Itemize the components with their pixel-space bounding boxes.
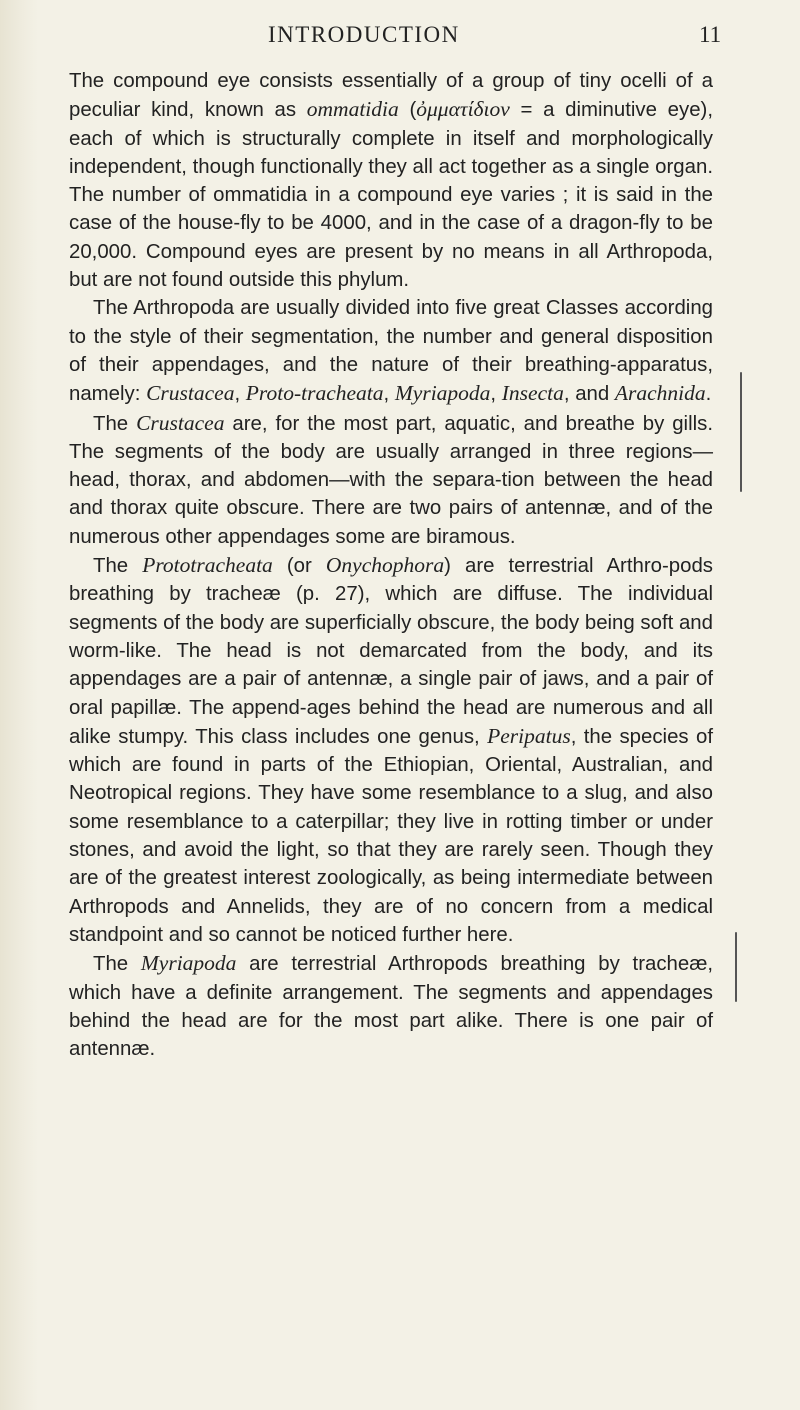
- text-run: ,: [383, 383, 395, 406]
- text-run: are terrestrial Arthropods breathing by tracheæ, which have a definite arrangement. The segments and appendages behind the head are for the most part alike. There is one pair of antennæ.: [69, 953, 713, 1061]
- body-text: [69, 67, 713, 1063]
- italic-term: Myriapoda: [394, 381, 491, 406]
- italic-term: Crustacea: [136, 410, 225, 435]
- text-run: ,: [234, 383, 246, 406]
- italic-term: Myriapoda: [140, 951, 237, 976]
- running-head: INTRODUCTION: [268, 22, 460, 47]
- italic-term: Peripatus: [487, 723, 571, 748]
- page-number: 11: [699, 22, 722, 47]
- text-run: , the species of which are found in parts of the Ethiopian, Oriental, Australian, and Neotropical regions. They have some resemblance to a slug, and also some resemblance to a caterpillar; they live in rotting timber or under stones, and avoid the light, so that they are rarely seen. Though they are of the greatest interest zoologically, as being intermediate between Arthropods and Annelids, they are of no concern from a medical standpoint and so cannot be noticed further here.: [69, 725, 713, 946]
- page-header: [0, 14, 800, 54]
- text-run: , and: [563, 383, 615, 406]
- text-run: ) are terrestrial Arthro-pods breathing by tracheæ (p. 27), which are diffuse. The individual segments of the body are superficially obscure, the body being soft and worm-like. The head is not demarcated from the body, and its appendages are a pair of antennæ, a single pair of jaws, and a pair of oral papillæ. The append-ages behind the head are numerous and all alike stumpy. This class includes one genus,: [69, 555, 713, 748]
- text-run: (or: [272, 555, 326, 578]
- italic-term: Insecta: [501, 381, 564, 406]
- paragraph: [69, 294, 713, 408]
- text-run: The: [93, 412, 137, 435]
- paragraph: [69, 409, 713, 551]
- text-run: The: [93, 953, 141, 976]
- paragraph: [69, 551, 713, 949]
- text-run: (: [398, 99, 417, 122]
- italic-term: ὀμματίδιον: [416, 97, 510, 122]
- binding-mark: [735, 932, 737, 1002]
- italic-term: Arachnida: [614, 381, 706, 406]
- text-run: = a diminutive eye), each of which is structurally complete in itself and morphologically independent, though functionally they all act together as a single organ. The number of ommatidia in a compound eye varies ; it is said in the case of the house-fly to be 4000, and in the case of a dragon-fly to be 20,000. Compound eyes are present by no means in all Arthropoda, but are not found outside this phylum.: [69, 99, 713, 292]
- text-run: The Arthropoda are usually divided into five great Classes according to the style of their segmentation, the number and general disposition of their appendages, and the nature of their breathing-apparatus, namely:: [69, 297, 713, 406]
- page-edge-shadow: [0, 0, 38, 1410]
- text-run: .: [705, 383, 712, 406]
- binding-mark: [740, 372, 742, 492]
- text-run: ,: [490, 383, 502, 406]
- italic-term: Onychophora: [325, 553, 445, 578]
- italic-term: ommatidia: [306, 97, 399, 122]
- text-run: are, for the most part, aquatic, and breathe by gills. The segments of the body are usually arranged in three regions—head, thorax, and abdomen—with the separa-tion between the head and thorax quite obscure. There are two pairs of antennæ, and of the numerous other appendages some are biramous.: [69, 412, 713, 548]
- text-run: The compound eye consists essentially of a group of tiny ocelli of a peculiar kind, known as: [69, 70, 713, 122]
- italic-term: Crustacea: [146, 381, 235, 406]
- italic-term: Prototracheata: [142, 553, 273, 578]
- paragraph: [69, 949, 713, 1063]
- italic-term: Proto-tracheata: [245, 381, 384, 406]
- text-run: The: [93, 555, 143, 578]
- paragraph: [69, 67, 713, 294]
